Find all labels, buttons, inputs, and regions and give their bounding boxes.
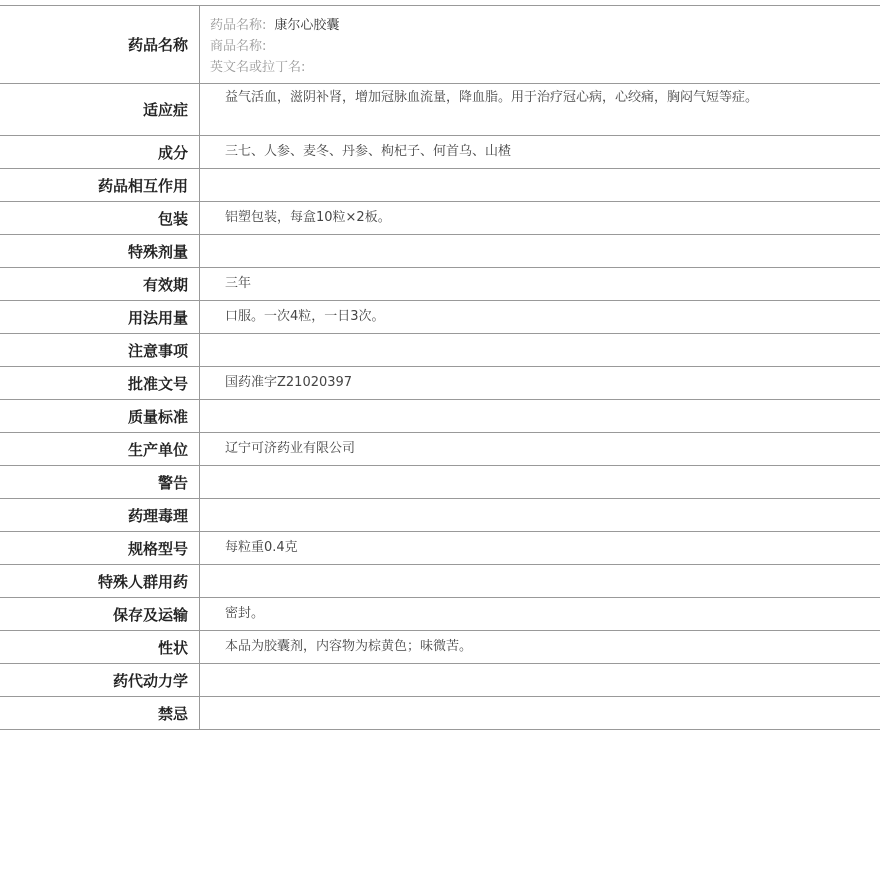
drug-name-key: 药品名称: (210, 18, 267, 33)
row-label: 性状 (0, 631, 200, 663)
row-contraindications (0, 697, 880, 730)
row-label: 有效期 (0, 268, 200, 300)
row-label: 药品名称 (0, 6, 200, 83)
row-label: 保存及运输 (0, 598, 200, 630)
row-indications (0, 84, 880, 136)
drug-name-line (210, 15, 870, 36)
row-precautions (0, 334, 880, 367)
row-value: 国药准字Z21020397 (225, 375, 353, 390)
row-label: 注意事项 (0, 334, 200, 366)
english-name-line (210, 57, 870, 78)
row-drug-names (0, 6, 880, 84)
row-label: 批准文号 (0, 367, 200, 399)
row-specification (0, 532, 880, 565)
row-label: 药理毒理 (0, 499, 200, 531)
english-name-key: 英文名或拉丁名: (210, 60, 306, 75)
row-value (200, 400, 880, 432)
row-value: 三七、人参、麦冬、丹参、枸杞子、何首乌、山楂 (225, 144, 512, 159)
row-ingredients (0, 136, 880, 169)
row-description (0, 631, 880, 664)
row-value: 益气活血，滋阴补肾，增加冠脉血流量，降血脂。用于治疗冠心病，心绞痛，胸闷气短等症。 (225, 90, 759, 105)
row-label: 特殊剂量 (0, 235, 200, 267)
row-value (200, 499, 880, 531)
row-label: 质量标准 (0, 400, 200, 432)
row-pharmacokinetics (0, 664, 880, 697)
row-value: 密封。 (225, 606, 265, 621)
row-value (200, 466, 880, 498)
row-value: 口服。一次4粒，一日3次。 (225, 309, 385, 324)
row-label: 用法用量 (0, 301, 200, 333)
row-value (200, 235, 880, 267)
row-manufacturer (0, 433, 880, 466)
drug-name-value: 康尔心胶囊 (274, 18, 340, 33)
row-label: 规格型号 (0, 532, 200, 564)
row-approval-number (0, 367, 880, 400)
names-cell (200, 6, 880, 83)
trade-name-key: 商品名称: (210, 39, 267, 54)
row-warning (0, 466, 880, 499)
row-storage-transport (0, 598, 880, 631)
row-label: 特殊人群用药 (0, 565, 200, 597)
row-special-dosage (0, 235, 880, 268)
row-label: 包装 (0, 202, 200, 234)
row-label: 药品相互作用 (0, 169, 200, 201)
row-value: 本品为胶囊剂，内容物为棕黄色；味微苦。 (225, 639, 473, 654)
row-usage-dosage (0, 301, 880, 334)
row-special-populations (0, 565, 880, 598)
row-label: 适应症 (0, 84, 200, 135)
row-shelf-life (0, 268, 880, 301)
row-packaging (0, 202, 880, 235)
drug-info-table (0, 5, 880, 730)
row-value (200, 169, 880, 201)
row-label: 药代动力学 (0, 664, 200, 696)
row-value (200, 334, 880, 366)
row-value: 每粒重0.4克 (225, 540, 298, 555)
row-value: 辽宁可济药业有限公司 (225, 441, 356, 456)
row-value (200, 565, 880, 597)
row-value (200, 664, 880, 696)
row-quality-standard (0, 400, 880, 433)
row-value (200, 697, 880, 729)
row-drug-interactions (0, 169, 880, 202)
row-value: 铝塑包装，每盒10粒×2板。 (225, 210, 391, 225)
row-label: 禁忌 (0, 697, 200, 729)
row-label: 警告 (0, 466, 200, 498)
row-label: 成分 (0, 136, 200, 168)
row-value: 三年 (225, 276, 252, 291)
row-label: 生产单位 (0, 433, 200, 465)
row-pharmacology-toxicology (0, 499, 880, 532)
trade-name-line (210, 36, 870, 57)
